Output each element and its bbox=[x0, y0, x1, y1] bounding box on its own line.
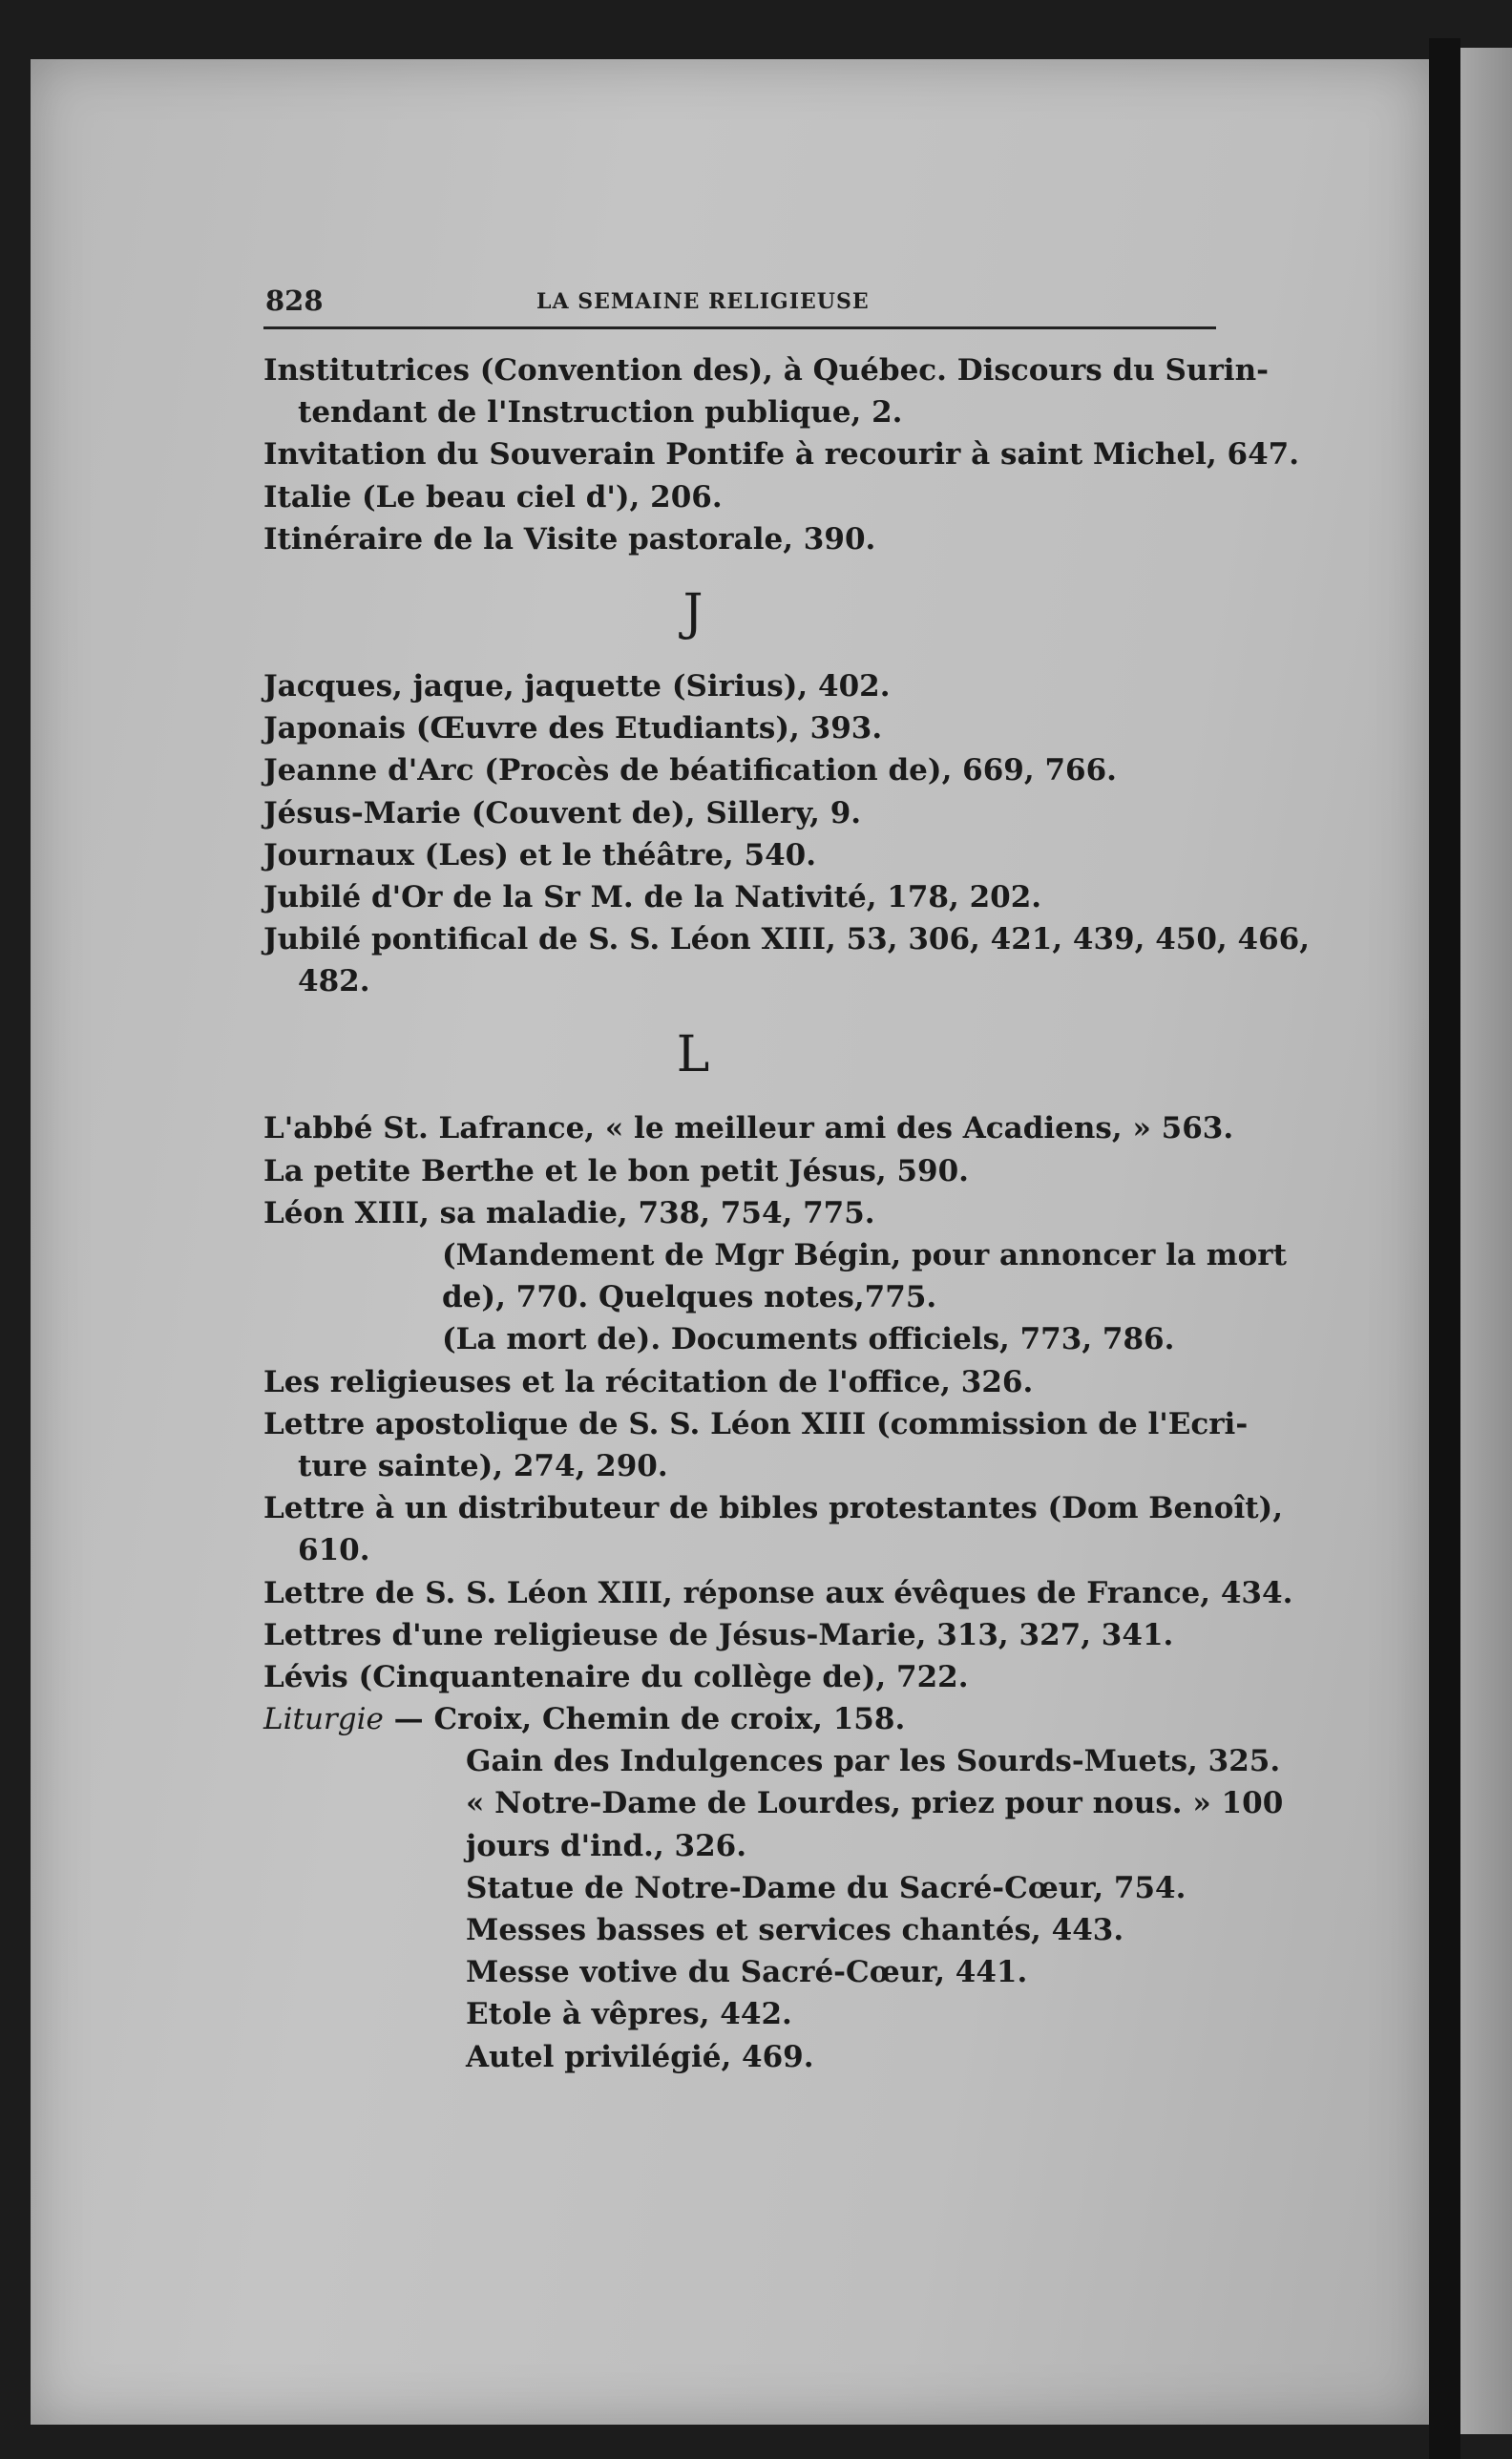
page-number: 828 bbox=[265, 284, 324, 317]
liturgie-entry bbox=[263, 1698, 1228, 1740]
index-entry: Lettres d'une religieuse de Jésus-Marie, 313, 327, 341. bbox=[263, 1617, 1174, 1652]
index-entry: Lettre de S. S. Léon XIII, réponse aux évêques de France, 434. bbox=[263, 1575, 1293, 1610]
index-entry-continuation: tendant de l'Instruction publique, 2. bbox=[298, 395, 903, 431]
index-entry: Lévis (Cinquantenaire du collège de), 722. bbox=[263, 1659, 969, 1694]
index-entry-continuation: 482. bbox=[298, 964, 370, 999]
liturgie-subentry: Messes basses et services chantés, 443. bbox=[466, 1913, 1124, 1947]
index-entry: L'abbé St. Lafrance, « le meilleur ami des Acadiens, » 563. bbox=[263, 1111, 1234, 1146]
section-letter-l: L bbox=[676, 1026, 710, 1084]
page-header bbox=[263, 284, 1216, 329]
liturgie-subentry: jours d'ind., 326. bbox=[466, 1828, 747, 1863]
section-letter-j: J bbox=[682, 583, 704, 641]
index-entry: Jubilé pontifical de S. S. Léon XIII, 53, 306, 421, 439, 450, 466, bbox=[263, 922, 1311, 957]
liturgie-first-item: — Croix, Chemin de croix, 158. bbox=[383, 1702, 906, 1737]
index-entry: Itinéraire de la Visite pastorale, 390. bbox=[263, 521, 876, 557]
liturgie-subentry: Gain des Indulgences par les Sourds-Muets, 325. bbox=[466, 1744, 1281, 1779]
index-entry: Jubilé d'Or de la Sr M. de la Nativité, 178, 202. bbox=[263, 879, 1042, 914]
index-entry: Léon XIII, sa maladie, 738, 754, 775. bbox=[263, 1195, 875, 1230]
book-gutter bbox=[1429, 38, 1460, 2459]
liturgie-label: Liturgie bbox=[263, 1702, 384, 1737]
liturgie-subentry: « Notre-Dame de Lourdes, priez pour nous. » 100 bbox=[466, 1786, 1284, 1821]
index-entry: Jésus-Marie (Couvent de), Sillery, 9. bbox=[263, 795, 862, 830]
index-entry: Lettre à un distributeur de bibles protestantes (Dom Benoît), bbox=[263, 1491, 1284, 1526]
index-entry: Lettre apostolique de S. S. Léon XIII (commission de l'Ecri- bbox=[263, 1406, 1249, 1441]
index-entry: Invitation du Souverain Pontife à recourir à saint Michel, 647. bbox=[263, 437, 1300, 473]
liturgie-subentry: Messe votive du Sacré-Cœur, 441. bbox=[466, 1955, 1028, 1990]
index-entry: Institutrices (Convention des), à Québec. Discours du Surin- bbox=[263, 353, 1269, 388]
index-subentry: (La mort de). Documents officiels, 773, 786. bbox=[442, 1322, 1175, 1357]
index-entry: Journaux (Les) et le théâtre, 540. bbox=[263, 837, 817, 872]
running-title: LA SEMAINE RELIGIEUSE bbox=[536, 289, 870, 314]
liturgie-subentry: Etole à vêpres, 442. bbox=[466, 1997, 792, 2032]
liturgie-subentry: Autel privilégié, 469. bbox=[466, 2039, 814, 2074]
index-entry: Les religieuses et la récitation de l'office, 326. bbox=[263, 1364, 1034, 1399]
index-entry: Jacques, jaque, jaquette (Sirius), 402. bbox=[263, 668, 891, 704]
index-subentry: (Mandement de Mgr Bégin, pour annoncer la mort bbox=[442, 1238, 1287, 1272]
index-entry: Jeanne d'Arc (Procès de béatification de), 669, 766. bbox=[263, 753, 1117, 788]
index-entry: Japonais (Œuvre des Etudiants), 393. bbox=[263, 711, 883, 746]
index-subentry: de), 770. Quelques notes,775. bbox=[442, 1280, 937, 1315]
index-entry: La petite Berthe et le bon petit Jésus, 590. bbox=[263, 1153, 969, 1188]
index-entry-continuation: 610. bbox=[298, 1533, 370, 1568]
index-entry: Italie (Le beau ciel d'), 206. bbox=[263, 479, 723, 515]
index-body bbox=[263, 349, 1311, 2078]
adjacent-page-edge bbox=[1460, 48, 1512, 2434]
liturgie-subentry: Statue de Notre-Dame du Sacré-Cœur, 754. bbox=[466, 1870, 1186, 1905]
index-entry-continuation: ture sainte), 274, 290. bbox=[298, 1448, 668, 1483]
